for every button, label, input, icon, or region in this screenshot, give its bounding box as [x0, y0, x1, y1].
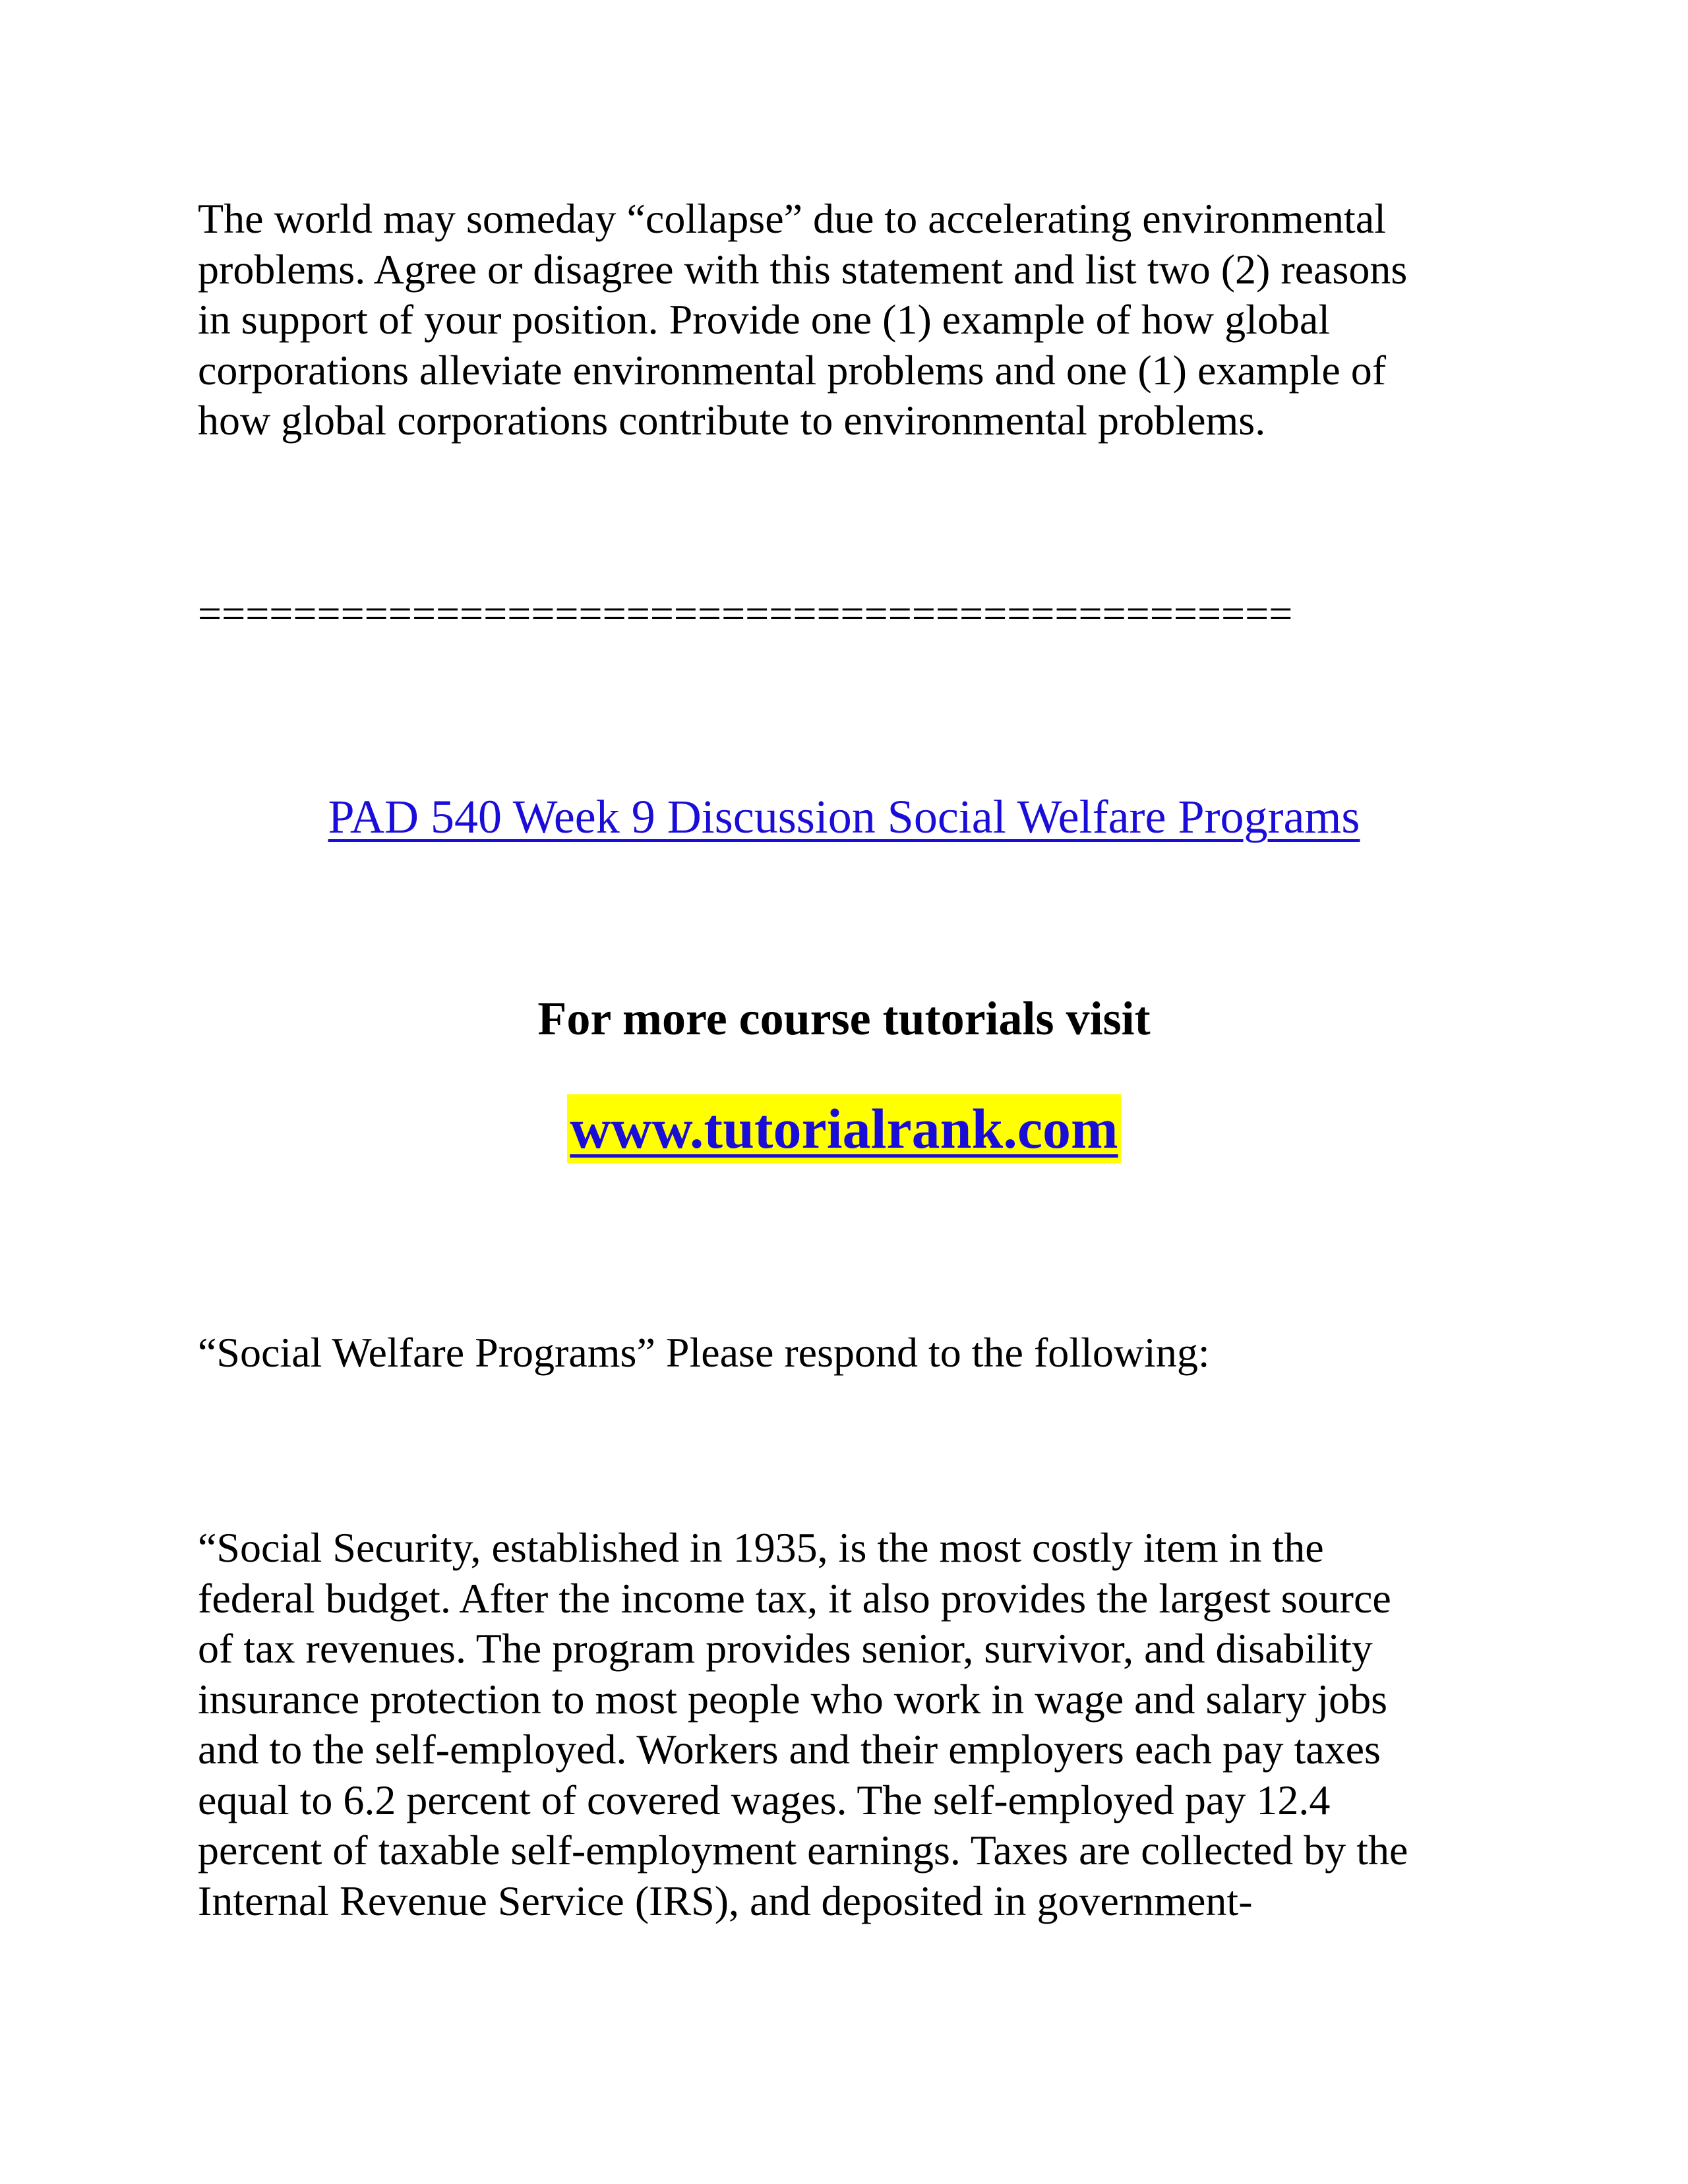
question-line: how global corporations contribute to environmental problems. — [198, 397, 1266, 444]
promo-link-container — [0, 1094, 1688, 1163]
promo-link[interactable]: www.tutorialrank.com — [567, 1094, 1120, 1163]
question-line: The world may someday “collapse” due to accelerating environmental — [198, 195, 1386, 242]
quote-line: percent of taxable self-employment earnings. Taxes are collected by the — [198, 1827, 1408, 1874]
quote-line: Internal Revenue Service (IRS), and deposited in government- — [198, 1877, 1253, 1924]
promo-text: For more course tutorials visit — [537, 992, 1151, 1045]
question-line: problems. Agree or disagree with this statement and list two (2) reasons — [198, 245, 1408, 293]
prompt-line: “Social Welfare Programs” Please respond to the following: — [198, 1329, 1210, 1376]
quote-line: of tax revenues. The program provides senior, survivor, and disability — [198, 1625, 1373, 1672]
quote-line: “Social Security, established in 1935, is the most costly item in the — [198, 1524, 1324, 1571]
quote-line: equal to 6.2 percent of covered wages. The self-employed pay 12.4 — [198, 1776, 1331, 1823]
prompt-text — [198, 1328, 1490, 1378]
quote-line: and to the self-employed. Workers and their employers each pay taxes — [198, 1726, 1381, 1773]
separator-line: ============================================== — [198, 590, 1293, 637]
quote-line: federal budget. After the income tax, it also provides the largest source — [198, 1574, 1391, 1622]
question-line: in support of your position. Provide one (1) example of how global — [198, 296, 1331, 343]
course-link[interactable]: PAD 540 Week 9 Discussion Social Welfare Programs — [328, 790, 1360, 843]
question-line: corporations alleviate environmental problems and one (1) example of — [198, 346, 1387, 394]
course-link-heading — [0, 788, 1688, 845]
question-paragraph — [198, 194, 1490, 446]
quote-line: insurance protection to most people who work in wage and salary jobs — [198, 1675, 1387, 1723]
quote-paragraph — [198, 1523, 1490, 1926]
